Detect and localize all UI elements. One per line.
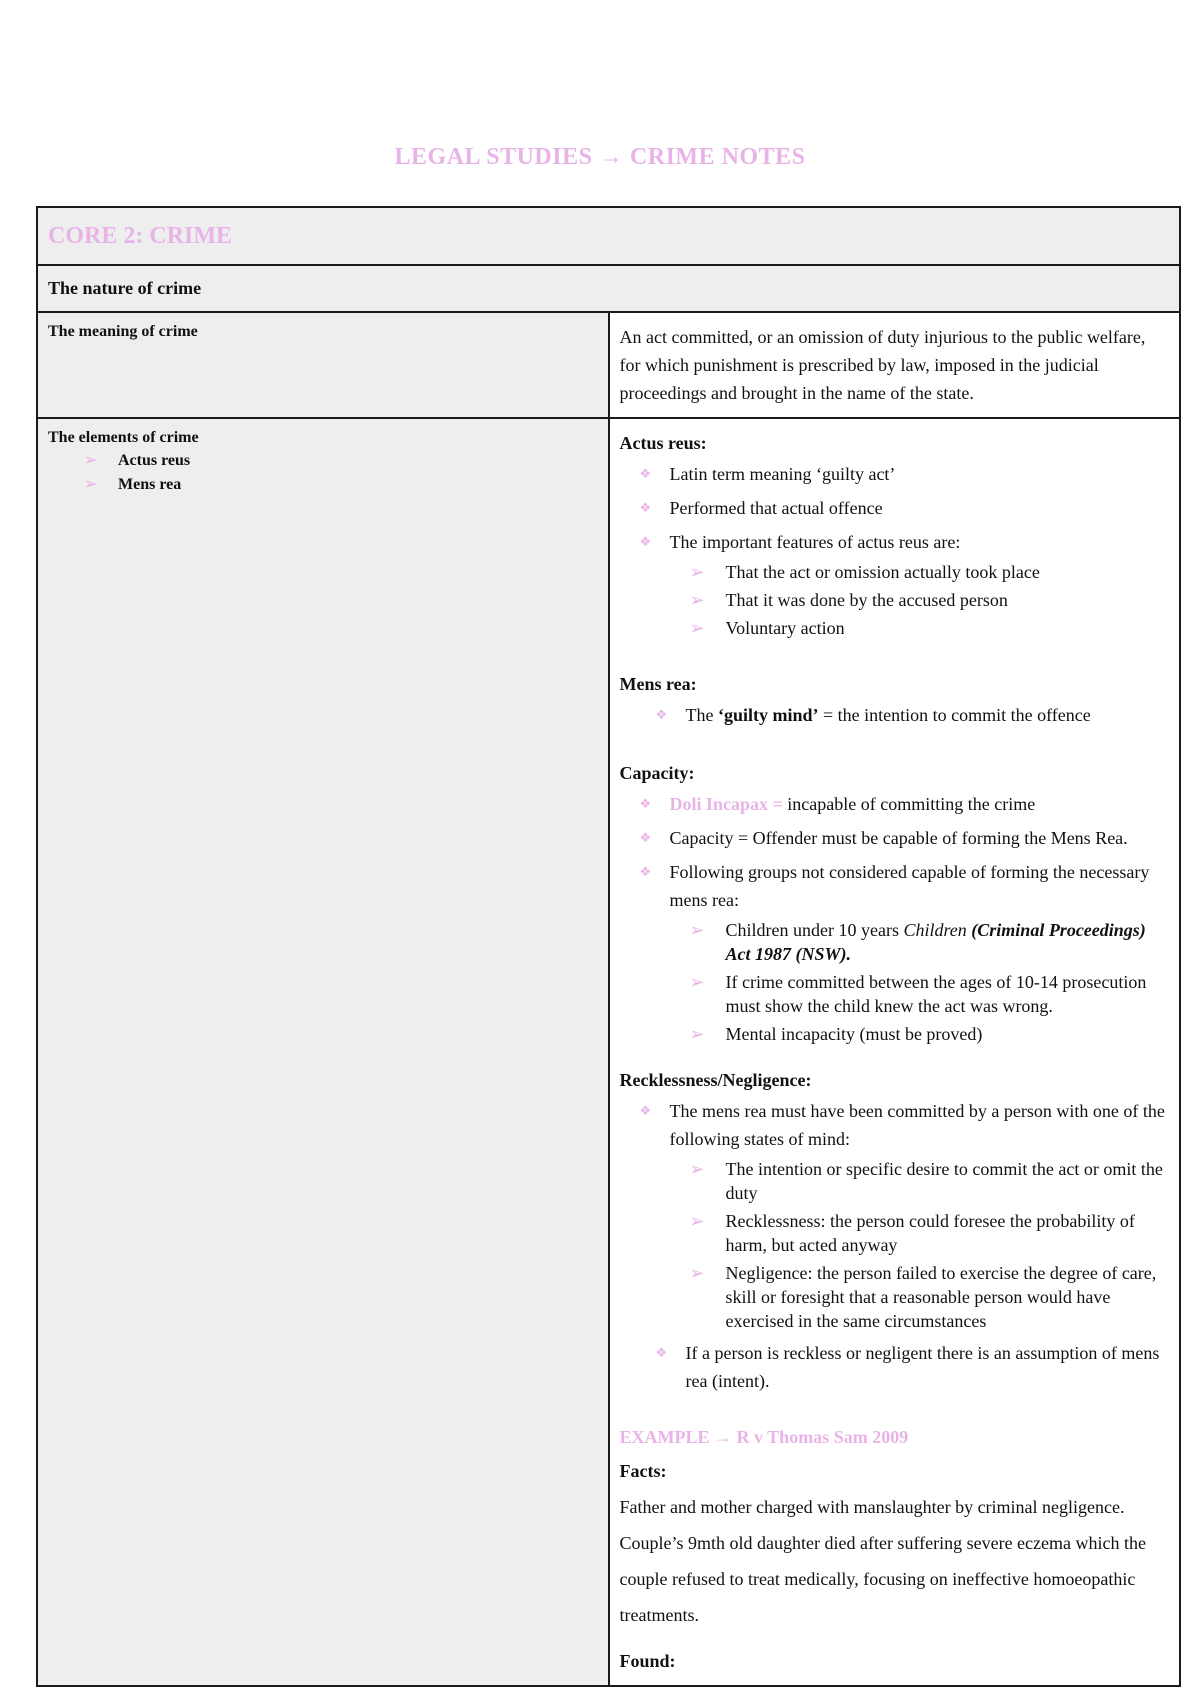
sub-item-mens-rea: Mens rea [118,476,182,493]
actus-reus-list [620,460,1170,640]
list-item-text: Capacity = Offender must be capable of forming the Mens Rea. [669,828,1128,848]
diamond-bullet-icon: ❖ [639,796,652,811]
list-item [690,616,1170,640]
list-item [640,528,1170,640]
act-name-italic: Children [903,920,967,940]
meaning-text: An act committed, or an omission of duty injurious to the public welfare, for which punishment is prescribed by law, imposed in the judicial proceedings and brought in the name of the state. [609,312,1181,418]
elements-content [609,418,1181,1686]
facts-heading: Facts: [619,1461,667,1481]
doli-incapax-term: Doli Incapax = [669,794,783,814]
doli-incapax-text: incapable of committing the crime [782,794,1036,814]
diamond-bullet-icon: ❖ [639,830,652,845]
arrow-bullet-icon: ➢ [689,920,705,940]
diamond-bullet-icon: ❖ [639,466,652,481]
list-item [84,473,598,497]
list-item-text: If crime committed between the ages of 10-14 prosecution must show the child knew the act was wrong. [725,972,1147,1016]
arrow-bullet-icon: ➢ [689,618,705,638]
diamond-bullet-icon: ❖ [639,500,652,515]
list-item-text: That it was done by the accused person [725,590,1008,610]
features-list [670,560,1170,640]
arrow-bullet-icon: ➢ [689,562,705,582]
sub-item-actus-reus: Actus reus [118,452,191,469]
actus-reus-heading: Actus reus: [619,433,707,453]
list-item-text: Following groups not considered capable of forming the necessary mens rea: [669,862,1150,910]
recklessness-list-2 [620,1339,1170,1395]
core-heading: CORE 2: CRIME [37,207,1180,265]
arrow-bullet-icon: ➢ [689,1024,705,1044]
list-item-text: Latin term meaning ‘guilty act’ [669,464,896,484]
list-item-text: Recklessness: the person could foresee the probability of harm, but acted anyway [725,1211,1135,1255]
list-item [640,858,1170,1046]
capacity-list [620,790,1170,1046]
list-item [690,918,1170,966]
capacity-groups-list [670,918,1170,1046]
mens-rea-text-post: = the intention to commit the offence [818,705,1091,725]
states-of-mind-list [670,1157,1170,1333]
list-item [690,560,1170,584]
table-row-meaning [37,312,1180,418]
elements-label-cell [37,418,609,1686]
list-item-text: That the act or omission actually took place [725,562,1040,582]
arrow-bullet-icon: ➢ [689,590,705,610]
section-heading: The nature of crime [37,265,1180,312]
list-item-text: Voluntary action [725,618,845,638]
page-title: LEGAL STUDIES → CRIME NOTES [394,144,806,170]
list-item [690,1022,1170,1046]
list-item [640,824,1170,852]
arrow-bullet-icon: ➢ [689,1159,705,1179]
found-heading: Found: [619,1651,676,1671]
arrow-bullet-icon: ➢ [689,1263,705,1283]
recklessness-heading: Recklessness/Negligence: [619,1070,812,1090]
facts-text: Father and mother charged with manslaughter by criminal negligence. Couple’s 9mth old daughter died after suffering severe eczema which the couple refused to treat medically, focusing on ineffective homoeopathic treatments. [619,1497,1146,1625]
diamond-bullet-icon: ❖ [639,1103,652,1118]
mens-rea-list [620,701,1170,729]
list-item [640,790,1170,818]
list-item-text: The important features of actus reus are: [669,532,961,552]
list-item [656,701,1170,729]
notes-table [36,206,1181,1687]
table-row-elements [37,418,1180,1686]
list-item [690,970,1170,1018]
list-item-text: Mental incapacity (must be proved) [725,1024,983,1044]
diamond-bullet-icon: ❖ [655,707,668,722]
mens-rea-text-pre: The [685,705,718,725]
list-item [690,588,1170,612]
arrow-bullet-icon: ➢ [689,972,705,992]
list-item [690,1209,1170,1257]
diamond-bullet-icon: ❖ [639,534,652,549]
list-item [640,1097,1170,1333]
elements-label: The elements of crime [48,429,199,446]
list-item [640,494,1170,522]
list-item-text: Negligence: the person failed to exercise the degree of care, skill or foresight that a reasonable person would have exercised in the same circumstances [725,1263,1157,1331]
list-item [690,1157,1170,1205]
example-title: EXAMPLE → R v Thomas Sam 2009 [619,1427,909,1447]
list-item [690,1261,1170,1333]
elements-sub-list [84,449,598,497]
list-item-text: The intention or specific desire to commit the act or omit the duty [725,1159,1163,1203]
list-item-text: Children under 10 years [725,920,904,940]
guilty-mind-term: ‘guilty mind’ [717,705,819,725]
diamond-bullet-icon: ❖ [639,864,652,879]
recklessness-list [620,1097,1170,1333]
list-item [640,460,1170,488]
list-item-text: The mens rea must have been committed by a person with one of the following states of mind: [669,1101,1165,1149]
mens-rea-heading: Mens rea: [619,674,697,694]
arrow-bullet-icon: ➢ [84,452,98,469]
list-item-text: Performed that actual offence [669,498,883,518]
diamond-bullet-icon: ❖ [655,1345,668,1360]
list-item-text: If a person is reckless or negligent there is an assumption of mens rea (intent). [685,1343,1160,1391]
capacity-heading: Capacity: [619,763,695,783]
arrow-bullet-icon: ➢ [84,476,98,493]
meaning-label: The meaning of crime [37,312,609,418]
act-name-bold: (Criminal Proceedings) Act 1987 (NSW). [725,920,1146,964]
arrow-bullet-icon: ➢ [689,1211,705,1231]
list-item [84,449,598,473]
list-item [656,1339,1170,1395]
